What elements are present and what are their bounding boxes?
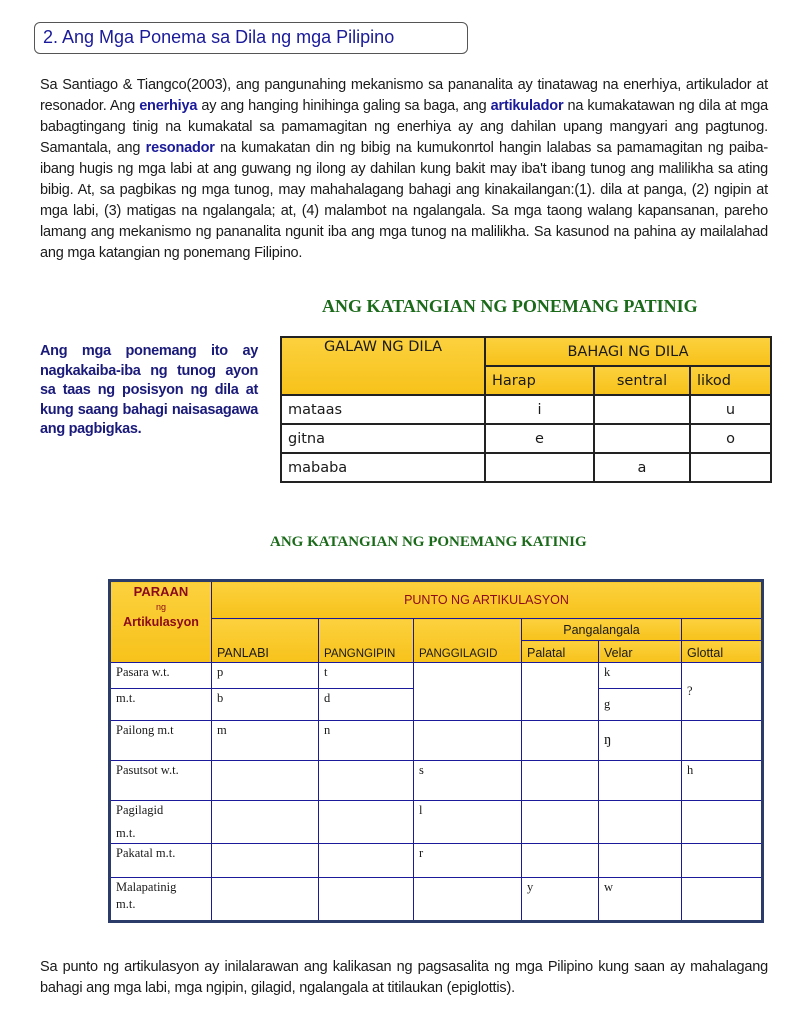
row-label: mababa bbox=[281, 453, 485, 482]
table-row bbox=[110, 844, 763, 878]
cell bbox=[319, 761, 414, 801]
intro-text: na kumakatan din ng bibig na kumukonrtol hangin lalabas sa pamamagitan ng paiba-ibang hugis ng mga labi at ang guwang ng ilong ay dahilan kung bakit may iba't ibang tunog ang malilikha sa ating bibig. At, sa pagbikas ng mga tunog, may mahahalagang bahagi ang kinakailangan:(1). dila at panga, (2) ngipin at mga labi, (3) matigas na ngalangala; at, (4) malambot na ngalangala. Sa mga taong walang kapansanan, pareho lamang ang mekanismo ng pananalita ngunit iba ang mga tunog na malilikha. Sa kasunod na pahina ay mailalahad ang mga katangian ng ponemang Filipino. bbox=[40, 140, 768, 261]
cell: w bbox=[599, 878, 682, 922]
row-label-line: m.t. bbox=[116, 826, 136, 840]
cell bbox=[594, 424, 690, 453]
paraan-label: PARAAN bbox=[133, 584, 189, 599]
cell bbox=[599, 844, 682, 878]
cell: k bbox=[599, 663, 682, 689]
row-label-line: Pagilagid bbox=[116, 803, 164, 817]
cell bbox=[414, 721, 522, 761]
section-title-box bbox=[34, 22, 468, 54]
col-velar: Velar bbox=[599, 641, 682, 663]
row-label: Pasara w.t. bbox=[110, 663, 212, 689]
keyword-resonador: resonador bbox=[145, 140, 215, 156]
katinig-table bbox=[108, 579, 764, 923]
header-paraan bbox=[110, 581, 212, 663]
patinig-table bbox=[280, 336, 772, 483]
cell: o bbox=[690, 424, 771, 453]
row-label bbox=[110, 878, 212, 922]
cell: e bbox=[485, 424, 594, 453]
keyword-enerhiya: enerhiya bbox=[139, 98, 198, 114]
cell: i bbox=[485, 395, 594, 424]
header-pangalangala: Pangalangala bbox=[522, 619, 682, 641]
cell bbox=[682, 878, 763, 922]
table-row bbox=[110, 761, 763, 801]
header-punto: PUNTO NG ARTIKULASYON bbox=[212, 581, 763, 619]
table-row bbox=[281, 453, 771, 482]
patinig-title: ANG KATANGIAN NG PONEMANG PATINIG bbox=[322, 296, 698, 316]
row-label-line: m.t. bbox=[116, 897, 136, 911]
section-title: 2. Ang Mga Ponema sa Dila ng mga Pilipino bbox=[43, 27, 395, 47]
cell bbox=[522, 663, 599, 721]
cell: d bbox=[319, 689, 414, 721]
cell: s bbox=[414, 761, 522, 801]
patinig-note: Ang mga ponemang ito ay nagkakaiba-iba ng tunog ayon sa taas ng posisyon ng dila at kung saang bahagi naisasagawa ang pagbigkas. bbox=[40, 343, 258, 437]
cell: p bbox=[212, 663, 319, 689]
row-label: Pasutsot w.t. bbox=[110, 761, 212, 801]
cell bbox=[485, 453, 594, 482]
cell bbox=[522, 721, 599, 761]
row-label: m.t. bbox=[110, 689, 212, 721]
cell bbox=[319, 878, 414, 922]
row-label-line: Malapatinig bbox=[116, 880, 177, 894]
cell bbox=[599, 761, 682, 801]
cell bbox=[682, 844, 763, 878]
header-empty bbox=[682, 619, 763, 641]
header-galaw: GALAW NG DILA bbox=[281, 337, 485, 395]
closing-paragraph: Sa punto ng artikulasyon ay inilalarawan ang kalikasan ng pagsasalita ng mga Pilipino kung saan ay mahalagang bahagi ang mga labi, mga ngipin, gilagid, ngalangala at titilaukan (epiglottis). bbox=[40, 959, 768, 996]
cell: y bbox=[522, 878, 599, 922]
cell bbox=[682, 801, 763, 844]
col-panggilagid: PANGGILAGID bbox=[414, 619, 522, 663]
cell bbox=[414, 878, 522, 922]
cell: b bbox=[212, 689, 319, 721]
cell: l bbox=[414, 801, 522, 844]
col-likod: likod bbox=[690, 366, 771, 395]
cell bbox=[319, 844, 414, 878]
intro-text: na kumakatawan ng dila at mga babagtingang tinig na kumakatal sa pamamagitan ng enerhiya ay ang dahilan upang mangyari ang pagtunog. Samantala, ang bbox=[40, 98, 768, 156]
cell bbox=[414, 663, 522, 721]
table-row bbox=[110, 878, 763, 922]
row-label: mataas bbox=[281, 395, 485, 424]
table-row bbox=[110, 801, 763, 844]
col-glottal: Glottal bbox=[682, 641, 763, 663]
cell bbox=[522, 761, 599, 801]
cell bbox=[690, 453, 771, 482]
cell bbox=[682, 721, 763, 761]
intro-paragraph bbox=[40, 75, 768, 264]
cell bbox=[599, 801, 682, 844]
table-row bbox=[110, 663, 763, 689]
cell bbox=[212, 844, 319, 878]
table-row bbox=[281, 424, 771, 453]
row-label bbox=[110, 801, 212, 844]
table-row bbox=[281, 395, 771, 424]
col-harap: Harap bbox=[485, 366, 594, 395]
cell bbox=[522, 844, 599, 878]
row-label: Pakatal m.t. bbox=[110, 844, 212, 878]
intro-text: Sa Santiago & Tiangco(2003), ang pangunahing mekanismo sa pananalita ay tinatawag na enerhiya, artikulador at resonador. Ang bbox=[40, 77, 768, 114]
artikulasyon-label: Artikulasyon bbox=[123, 615, 199, 629]
cell bbox=[319, 801, 414, 844]
col-palatal: Palatal bbox=[522, 641, 599, 663]
row-label: gitna bbox=[281, 424, 485, 453]
col-pangngipin: PANGNGIPIN bbox=[319, 619, 414, 663]
header-bahagi: BAHAGI NG DILA bbox=[485, 337, 771, 366]
cell bbox=[212, 801, 319, 844]
katinig-title: ANG KATANGIAN NG PONEMANG KATINIG bbox=[270, 534, 587, 550]
cell: h bbox=[682, 761, 763, 801]
cell: g bbox=[599, 689, 682, 721]
cell: ŋ bbox=[599, 721, 682, 761]
row-label: Pailong m.t bbox=[110, 721, 212, 761]
cell: a bbox=[594, 453, 690, 482]
cell: m bbox=[212, 721, 319, 761]
cell bbox=[212, 761, 319, 801]
col-panlabi: PANLABI bbox=[212, 619, 319, 663]
cell bbox=[594, 395, 690, 424]
intro-text: ay ang hanging hinihinga galing sa baga, ang bbox=[197, 98, 491, 114]
cell: r bbox=[414, 844, 522, 878]
cell: u bbox=[690, 395, 771, 424]
cell-glottal-stop: ? bbox=[682, 663, 763, 721]
col-sentral: sentral bbox=[594, 366, 690, 395]
cell: t bbox=[319, 663, 414, 689]
keyword-artikulador: artikulador bbox=[490, 98, 564, 114]
cell: n bbox=[319, 721, 414, 761]
paraan-ng: ng bbox=[155, 602, 166, 612]
cell bbox=[522, 801, 599, 844]
table-row bbox=[110, 721, 763, 761]
cell bbox=[212, 878, 319, 922]
